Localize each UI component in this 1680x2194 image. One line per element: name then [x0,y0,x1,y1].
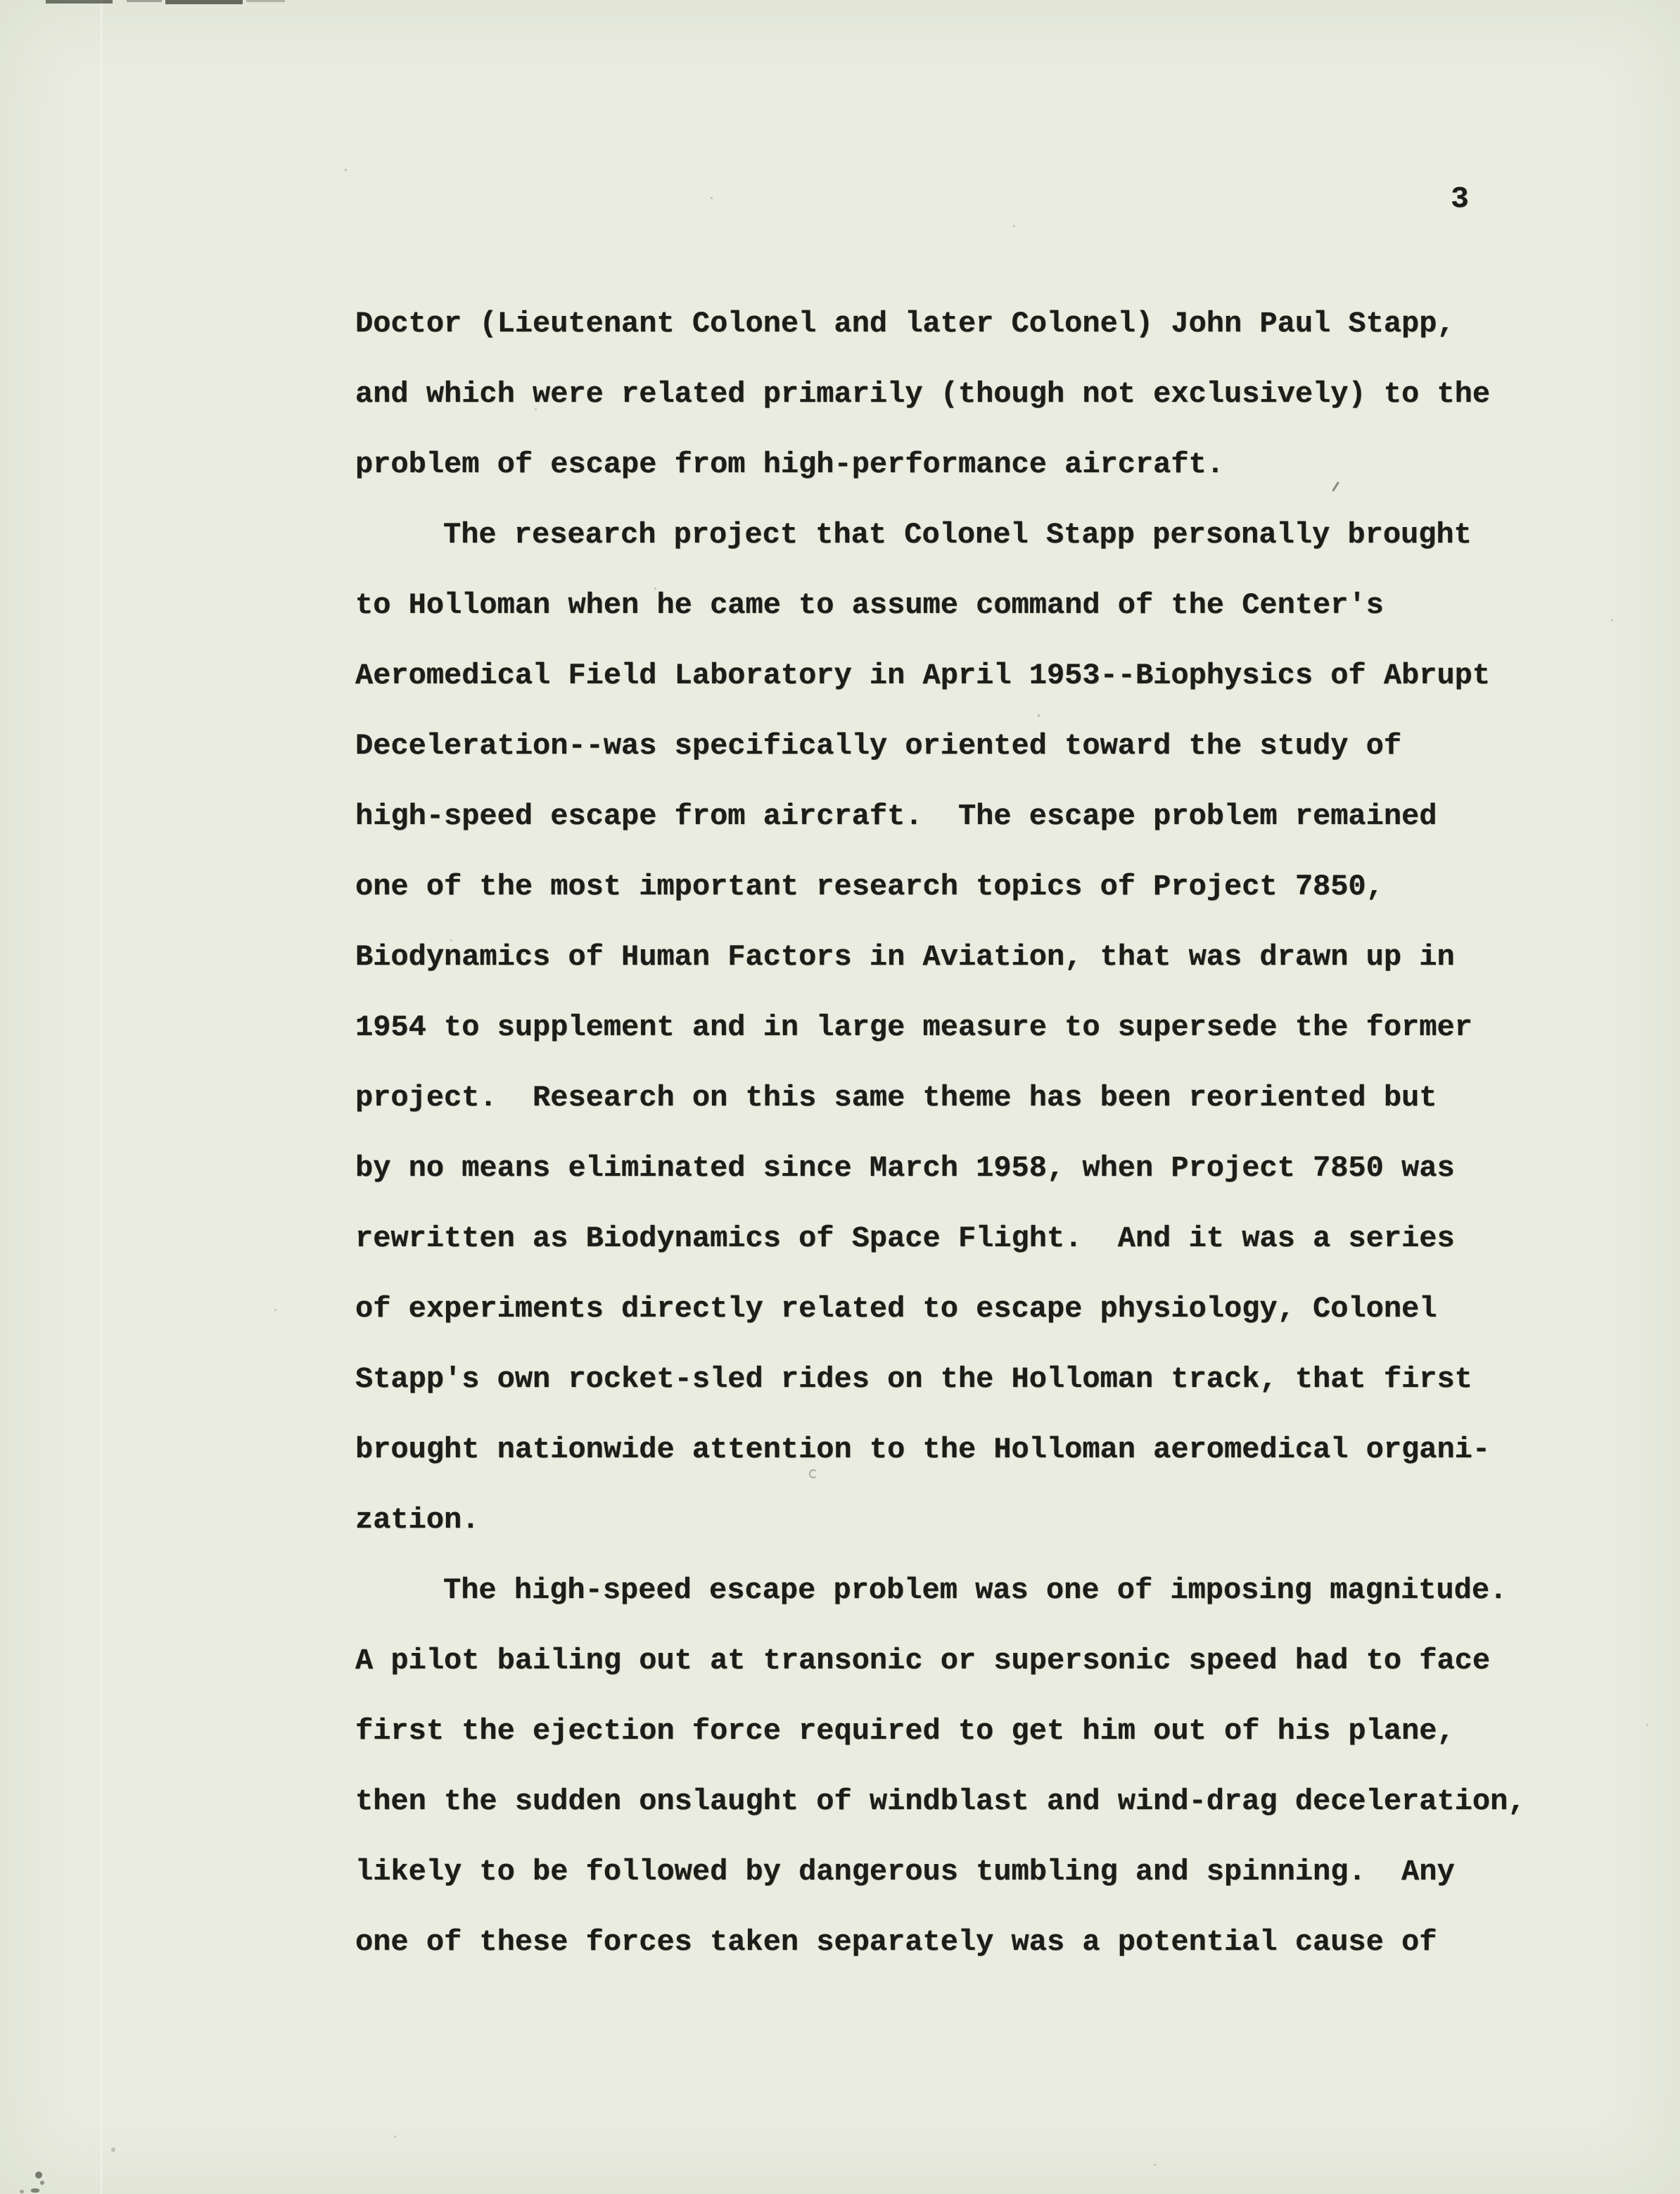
scan-artifact [20,2190,24,2193]
text-line: Biodynamics of Human Factors in Aviation, that was drawn up in [355,940,1455,974]
text-line: and which were related primarily (though not exclusively) to the [355,377,1491,411]
text-line: one of the most important research topics of Project 7850, [355,870,1384,903]
scan-artifact [31,2188,39,2193]
text-line: Stapp's own rocket-sled rides on the Holloman track, that first [355,1362,1472,1396]
dust-speck [1154,2164,1156,2166]
text-line: by no means eliminated since March 1958, when Project 7850 was [355,1151,1455,1185]
dust-speck [394,2136,396,2138]
text-line: likely to be followed by dangerous tumbling and spinning. Any [355,1855,1455,1889]
text-line: zation. [355,1503,480,1537]
text-line: one of these forces taken separately was a potential cause of [355,1925,1437,1959]
dust-speck [1013,225,1015,227]
scan-artifact [165,0,243,4]
scan-artifact [111,2148,115,2152]
scan-artifact [40,2181,44,2185]
dust-speck [345,169,347,171]
scan-artifact [46,0,113,4]
scan-crease-line [101,0,102,2194]
text-block [355,288,1622,1977]
text-line: to Holloman when he came to assume command of the Center's [355,588,1384,622]
text-line: Deceleration--was specifically oriented toward the study of [355,729,1402,763]
text-line: rewritten as Biodynamics of Space Flight. And it was a series [355,1222,1455,1255]
text-line: then the sudden onslaught of windblast and wind-drag deceleration, [355,1784,1526,1818]
scan-artifact [246,0,285,2]
text-line: problem of escape from high-performance aircraft. [355,448,1225,481]
text-line: A pilot bailing out at transonic or supersonic speed had to face [355,1644,1491,1678]
text-line: project. Research on this same theme has been reoriented but [355,1081,1437,1115]
dust-speck [1646,1724,1648,1726]
dust-speck [711,197,713,199]
text-line: of experiments directly related to escape physiology, Colonel [355,1292,1437,1326]
text-line: high-speed escape from aircraft. The escape problem remained [355,799,1437,833]
text-line: brought nationwide attention to the Holloman aeromedical organi- [355,1433,1491,1466]
text-line: Doctor (Lieutenant Colonel and later Colonel) John Paul Stapp, [355,307,1455,341]
scan-artifact [35,2171,42,2179]
scan-artifact [127,0,162,2]
text-line: The high-speed escape problem was one of imposing magnitude. [443,1573,1508,1607]
text-line: The research project that Colonel Stapp personally brought [443,518,1472,552]
text-line: 1954 to supplement and in large measure to supersede the former [355,1010,1472,1044]
page-number: 3 [1451,182,1469,216]
text-line: first the ejection force required to get him out of his plane, [355,1714,1455,1748]
dust-speck [274,1309,276,1311]
text-line: Aeromedical Field Laboratory in April 1953--Biophysics of Abrupt [355,659,1491,692]
